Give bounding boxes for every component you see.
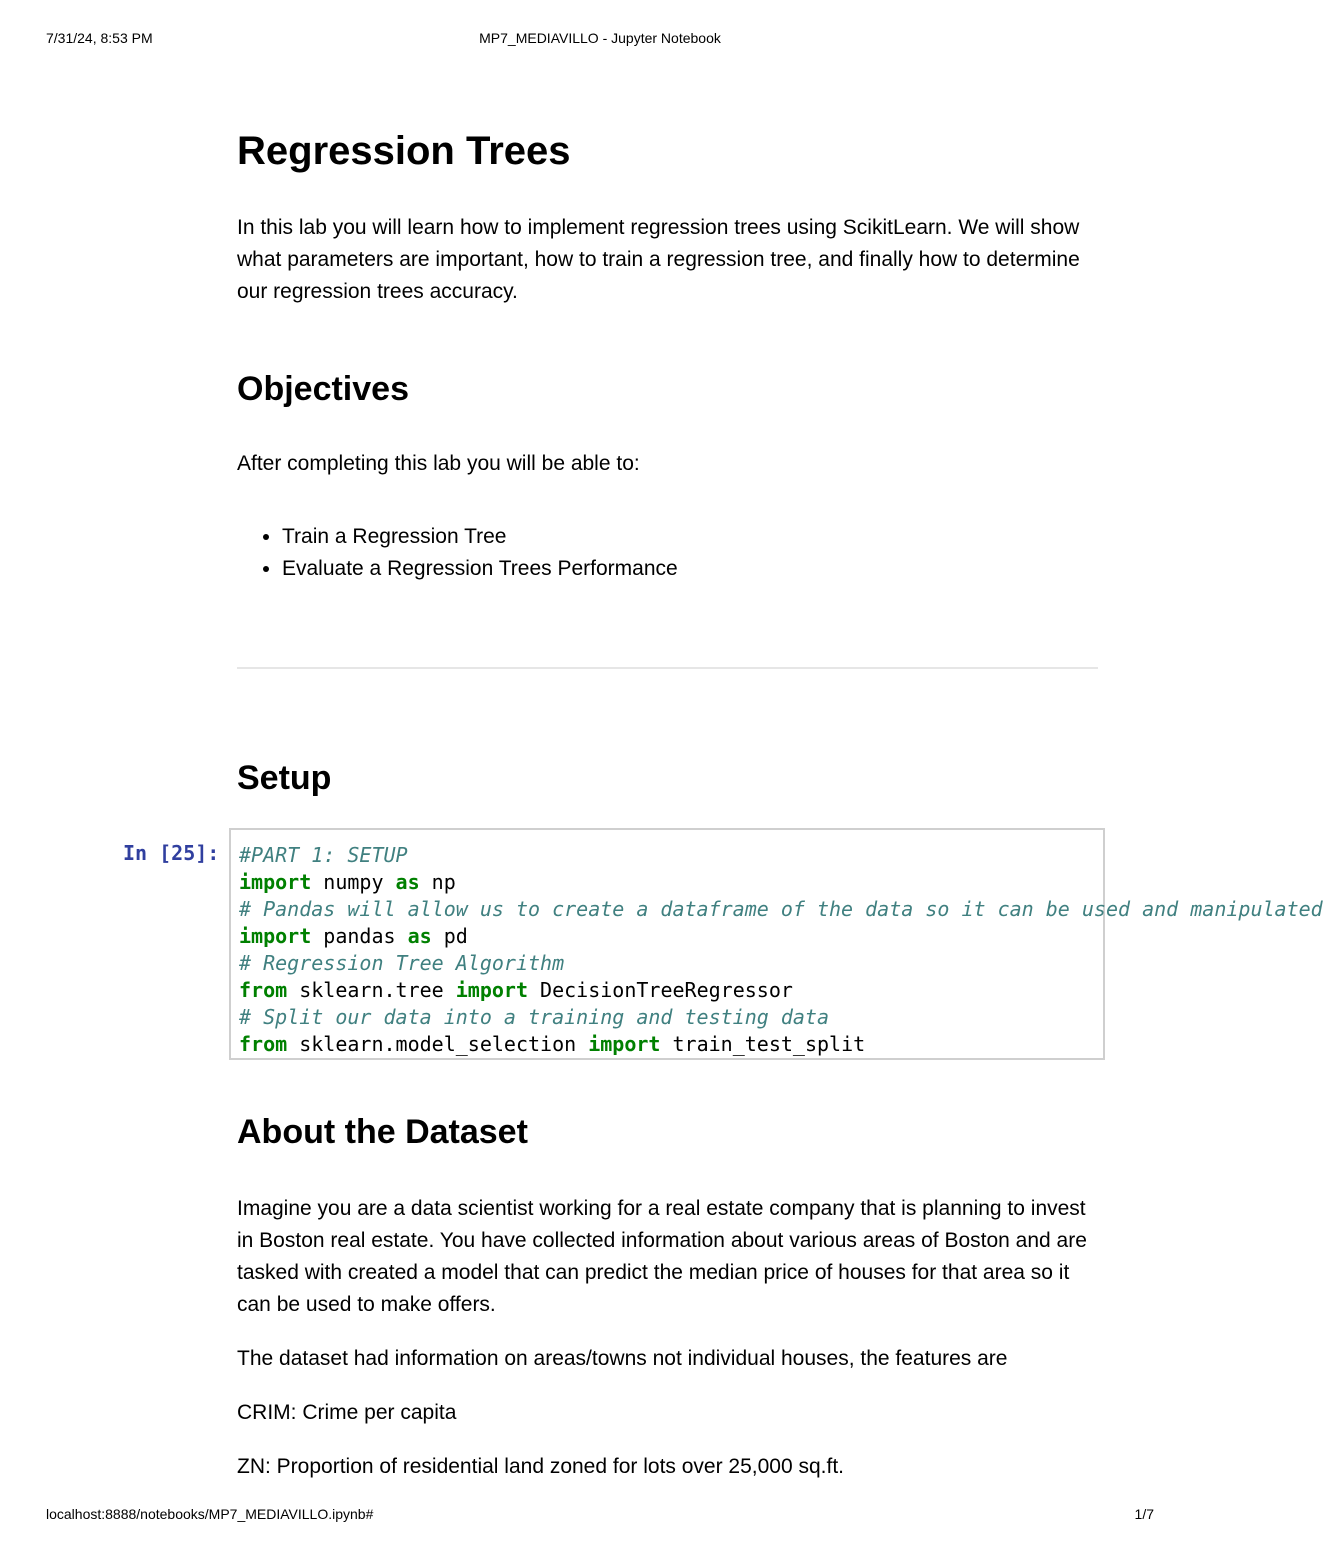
- print-header: [46, 30, 1154, 50]
- code-name: train_test_split: [660, 1032, 866, 1056]
- code-module: numpy: [311, 870, 396, 894]
- code-alias: np: [419, 870, 456, 894]
- dataset-paragraph: Imagine you are a data scientist working for a real estate company that is planning to invest in Boston real estate. You have collected information about various areas of Boston and are tasked with created a model that can predict the median price of houses for that area so it can be used to make offers.: [237, 1197, 1087, 1316]
- notebook-title: Regression Trees: [237, 129, 571, 173]
- code-module: pandas: [311, 924, 408, 948]
- feature-zn: ZN: Proportion of residential land zoned for lots over 25,000 sq.ft.: [237, 1455, 845, 1478]
- code-line: [239, 842, 1103, 869]
- code-alias: pd: [431, 924, 468, 948]
- print-page-number: 1/7: [1134, 1506, 1154, 1522]
- features-intro: The dataset had information on areas/towns not individual houses, the features are: [237, 1347, 1008, 1370]
- objectives-heading: Objectives: [237, 370, 409, 408]
- code-comment: #PART 1: SETUP: [239, 843, 408, 867]
- code-cell[interactable]: [229, 828, 1323, 1060]
- code-line: [239, 869, 1103, 896]
- code-name: DecisionTreeRegressor: [528, 978, 793, 1002]
- code-line: [239, 923, 1103, 950]
- objectives-list: [237, 521, 678, 585]
- code-comment: # Regression Tree Algorithm: [239, 951, 565, 975]
- code-keyword: as: [407, 924, 432, 948]
- code-keyword: from: [239, 1032, 288, 1056]
- feature-crim: CRIM: Crime per capita: [237, 1401, 457, 1424]
- horizontal-rule: [237, 667, 1098, 669]
- code-keyword: as: [395, 870, 420, 894]
- code-keyword: import: [239, 924, 312, 948]
- list-item: • Train a Regression Tree: [282, 521, 678, 553]
- code-comment: # Split our data into a training and testing data: [239, 1005, 830, 1029]
- intro-paragraph: In this lab you will learn how to implement regression trees using ScikitLearn. We will show what parameters are important, how to train a regression tree, and finally how to determine our regression trees accuracy.: [237, 216, 1080, 303]
- list-item: • Evaluate a Regression Trees Performance: [282, 553, 678, 585]
- code-line: [239, 1004, 1103, 1031]
- code-line: [239, 896, 1323, 923]
- code-keyword: import: [588, 1032, 661, 1056]
- print-datetime: 7/31/24, 8:53 PM: [46, 30, 153, 46]
- dataset-heading: About the Dataset: [237, 1113, 528, 1151]
- code-line: [239, 1031, 1103, 1058]
- print-page-title: MP7_MEDIAVILLO - Jupyter Notebook: [479, 30, 721, 46]
- code-module: sklearn.tree: [287, 978, 456, 1002]
- code-module: sklearn.model_selection: [287, 1032, 589, 1056]
- code-keyword: import: [455, 978, 528, 1002]
- code-line: [239, 977, 1103, 1004]
- cell-prompt: In [25]:: [123, 841, 220, 865]
- code-keyword: from: [239, 978, 288, 1002]
- print-url: localhost:8888/notebooks/MP7_MEDIAVILLO.ipynb#: [46, 1506, 374, 1522]
- objectives-lead: After completing this lab you will be able to:: [237, 452, 640, 475]
- code-line: [239, 950, 1103, 977]
- code-keyword: import: [239, 870, 312, 894]
- setup-heading: Setup: [237, 759, 332, 797]
- code-comment: # Pandas will allow us to create a dataframe of the data so it can be used and manipulated: [239, 897, 1323, 921]
- code-editor[interactable]: [231, 830, 1323, 1058]
- print-footer: [46, 1506, 1154, 1526]
